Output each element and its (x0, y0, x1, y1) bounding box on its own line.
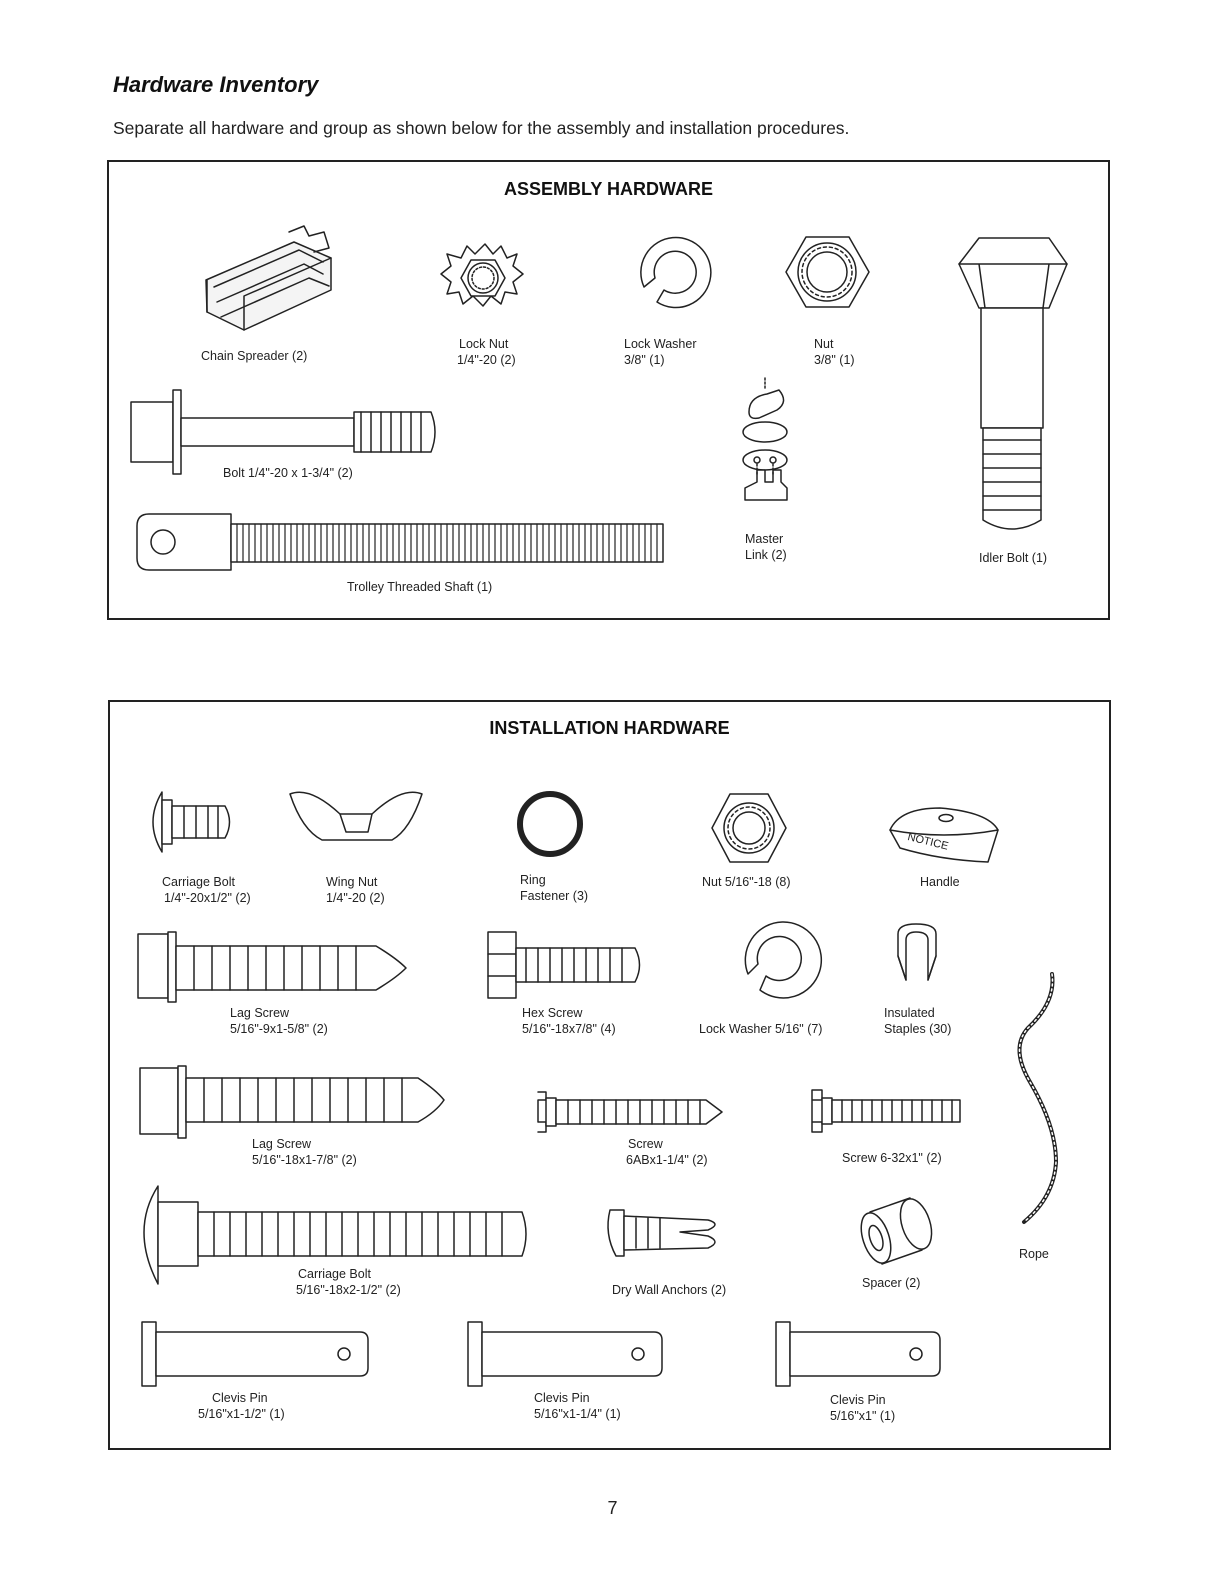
dry-wall-anchors-name: Dry Wall Anchors (2) (612, 1283, 727, 1297)
nut-516-icon (712, 794, 786, 862)
page-number: 7 (607, 1498, 618, 1518)
intro-text: Separate all hardware and group as shown below for the assembly and installation procedures. (113, 118, 850, 138)
lag-screw-long-label (252, 1136, 357, 1168)
clevis-pin-2-label (534, 1390, 621, 1422)
carriage-bolt-long-name: Carriage Bolt (298, 1267, 371, 1281)
lag-screw-long-icon (140, 1066, 444, 1138)
dry-wall-anchor-icon (608, 1210, 715, 1256)
installation-hardware-panel (108, 700, 1111, 1450)
chain-spreader-label (201, 348, 307, 364)
spacer-icon (856, 1195, 938, 1267)
screw-6ab-size: 6ABx1-1/4" (2) (626, 1153, 708, 1167)
trolley-threaded-shaft-icon (137, 514, 663, 570)
ring-fastener-icon (520, 794, 580, 854)
nut-516-name: Nut 5/16"-18 (8) (702, 875, 791, 889)
lock-washer-516-label (699, 1021, 822, 1037)
insulated-staples-name: Insulated (884, 1006, 935, 1020)
hex-screw-name: Hex Screw (522, 1006, 583, 1020)
ring-fastener-name: Ring (520, 873, 546, 887)
lock-nut-label (457, 336, 516, 368)
screw-6ab-icon (538, 1092, 722, 1132)
insulated-staples-size: Staples (30) (884, 1022, 952, 1036)
clevis-pin-2-size: 5/16"x1-1/4" (1) (534, 1407, 621, 1421)
lock-washer-label (624, 336, 696, 368)
spacer-name: Spacer (2) (862, 1276, 921, 1290)
nut-icon (786, 237, 869, 307)
clevis-pin-2-icon (468, 1322, 662, 1386)
carriage-bolt-small-label (162, 874, 251, 906)
wing-nut-icon (290, 792, 422, 840)
lock-washer-icon (641, 238, 711, 308)
insulated-staple-icon (898, 924, 936, 980)
lag-screw-long-size: 5/16"-18x1-7/8" (2) (252, 1153, 357, 1167)
carriage-bolt-small-size: 1/4"-20x1/2" (2) (164, 891, 251, 905)
handle-notice-text: NOTICE (906, 831, 950, 853)
handle-icon (890, 808, 998, 862)
chain-spreader-icon (206, 226, 331, 330)
nut-size: 3/8" (1) (814, 353, 855, 367)
lag-screw-long-name: Lag Screw (252, 1137, 312, 1151)
rope-name: Rope (1019, 1247, 1049, 1261)
wing-nut-label (326, 874, 385, 906)
lag-screw-short-label (230, 1005, 328, 1037)
screw-6ab-name: Screw (628, 1137, 663, 1151)
handle-label (920, 874, 960, 890)
assembly-illustrations (109, 162, 1108, 618)
screw-632-label (842, 1150, 942, 1166)
ring-fastener-size: Fastener (3) (520, 889, 589, 903)
lock-nut-icon (441, 244, 523, 306)
rope-label (1019, 1246, 1049, 1262)
installation-illustrations (110, 702, 1109, 1448)
master-link-icon (743, 378, 787, 500)
carriage-bolt-long-label (296, 1266, 401, 1298)
nut-name: Nut (814, 337, 834, 351)
lock-washer-size: 3/8" (1) (624, 353, 665, 367)
carriage-bolt-small-name: Carriage Bolt (162, 875, 235, 889)
hex-screw-size: 5/16"-18x7/8" (4) (522, 1022, 616, 1036)
hex-screw-label (522, 1005, 616, 1037)
screw-632-icon (812, 1090, 960, 1132)
idler-bolt-label (979, 550, 1047, 566)
carriage-bolt-long-size: 5/16"-18x2-1/2" (2) (296, 1283, 401, 1297)
dry-wall-anchors-label (612, 1282, 726, 1298)
clevis-pin-1-icon (142, 1322, 368, 1386)
clevis-pin-3-name: Clevis Pin (830, 1393, 886, 1407)
lock-washer-name: Lock Washer (624, 337, 697, 351)
rope-icon (1019, 974, 1056, 1222)
trolley-shaft-label (347, 579, 492, 595)
lock-nut-size: 1/4"-20 (2) (457, 353, 516, 367)
handle-name: Handle (920, 875, 960, 889)
idler-bolt-name: Idler Bolt (1) (979, 551, 1048, 565)
screw-632-name: Screw 6-32x1" (2) (842, 1151, 942, 1165)
chain-spreader-name: Chain Spreader (2) (201, 349, 308, 363)
screw-6ab-label (626, 1136, 708, 1168)
wing-nut-name: Wing Nut (326, 875, 378, 889)
bolt-label (223, 465, 353, 481)
bolt-name: Bolt 1/4"-20 x 1-3/4" (2) (223, 466, 353, 480)
spacer-label (862, 1275, 920, 1291)
installation-heading: INSTALLATION HARDWARE (489, 718, 730, 738)
lag-screw-short-icon (138, 932, 406, 1002)
clevis-pin-1-name: Clevis Pin (212, 1391, 268, 1405)
hex-screw-icon (488, 932, 640, 998)
clevis-pin-1-label (198, 1390, 285, 1422)
lag-screw-short-name: Lag Screw (230, 1006, 290, 1020)
bolt-icon (131, 390, 435, 474)
clevis-pin-3-icon (776, 1322, 940, 1386)
assembly-hardware-panel (107, 160, 1110, 620)
clevis-pin-1-size: 5/16"x1-1/2" (1) (198, 1407, 285, 1421)
nut-516-label (702, 874, 791, 890)
lock-washer-516-icon (745, 922, 821, 998)
insulated-staples-label (884, 1005, 951, 1037)
page-title: Hardware Inventory (113, 72, 319, 97)
master-link-label (745, 531, 787, 563)
idler-bolt-icon (959, 238, 1067, 529)
lag-screw-short-size: 5/16"-9x1-5/8" (2) (230, 1022, 328, 1036)
lock-nut-name: Lock Nut (459, 337, 509, 351)
master-link-size: Link (2) (745, 548, 787, 562)
trolley-shaft-name: Trolley Threaded Shaft (1) (347, 580, 493, 594)
nut-label (814, 336, 855, 368)
lock-washer-516-name: Lock Washer 5/16" (7) (699, 1022, 823, 1036)
master-link-name: Master (745, 532, 784, 546)
carriage-bolt-small-icon (153, 792, 230, 852)
clevis-pin-3-label (830, 1392, 895, 1424)
wing-nut-size: 1/4"-20 (2) (326, 891, 385, 905)
clevis-pin-3-size: 5/16"x1" (1) (830, 1409, 896, 1423)
clevis-pin-2-name: Clevis Pin (534, 1391, 590, 1405)
ring-fastener-label (520, 872, 588, 904)
assembly-heading: ASSEMBLY HARDWARE (503, 179, 714, 199)
